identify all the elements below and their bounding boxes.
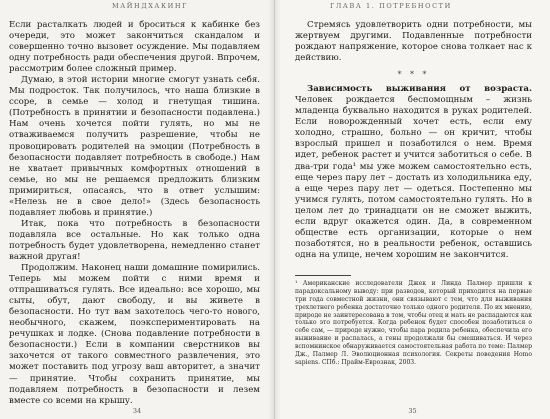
section-paragraph (295, 84, 532, 261)
page-number-right: 35 (408, 407, 417, 415)
gutter-shadow-left (268, 0, 274, 419)
footnote-rule (295, 275, 351, 276)
running-head-left: МАЙНДХАКИНГ (112, 2, 189, 10)
footnote-text: ¹ Американские исследователи Джек и Линда Палмер пришли к парадоксальному выводу: при разводов, который приходится на первые три года совместной жизни, они связывают с тем, что для выживания трехлетнего ребенка достаточно только одного родителя. По их мнению, природе не заинтересована в том, чтобы отец и мать не распадаются как только это потребуется. Когда ребенок будет способен позаботиться о себе сам, — природе нужно, чтобы пара родила ребенка, обеспечила его выживание и распалась, а гены продолжали бы смешиваться. И через вспомнинское обнаруживается самостоятельная работа по теме: Палмер Дж., Палмер Л. Эволюционная психология. Секреты поведения Homo sapiens. СПб.: Прайм-Еврознак, 2003. (295, 279, 532, 366)
footnote (295, 280, 532, 367)
section-text: Человек рождается беспомощным – жизнь младенца буквально находится в руках родителей. Если новорожденный хочет есть, если ему холодно, страшно, больно — он кричит, чтобы взрослый пришел и позаботился о нем. Время идет, ребенок растет и учится заботиться о себе. В два-три года¹ мы уже можем самостоятельно есть, еще через пару лет – достать из холодильника еду, а еще через пару лет — одеться. Постепенно мы учимся гулять, потом самостоятельно гулять. Но в целом лет до тринадцати он не сможет выжить, если вдруг окажется один. Да, в современном обществе есть организации, которые о нем позаботятся, но в реальности ребенок, оставшись одна на улице, нечем хорошим не закончится. (295, 95, 532, 260)
right-page (275, 0, 550, 419)
paragraph: Продолжим. Наконец наши домашние помирились. Теперь мы можем пойти с ними время и отпрашиваться гулять. Все идеально: все хорошо, мы сыты, обут, дают свободу, и вы живете в безопасности. Но тут вам захотелось чего-то нового, необычного, скажем, поэкспериментировать на речушках и лодке. (Снова подавление потребности в безопасности.) Если в компании сверстников вы захочется от такого совместного развлечения, это может поставить под угрозу ваш авторитет, а значит — принятие. Чтобы сохранить принятие, мы подавляем потребность в безопасности и лезем вместе со всеми на крышу. (9, 263, 260, 406)
running-head-right: ГЛАВА 1. ПОТРЕБНОСТИ (330, 2, 452, 10)
paragraph: Если расталкать людей и броситься к кабинке без очереди, это может закончиться скандалом и совершенно точно вызовет осуждение. Мы подавляем одну потребность ради обеспечения другой. Впрочем, рассмотрим более сложный пример. (9, 20, 260, 75)
paragraph: Думаю, в этой истории многие смогут узнать себя. Мы подросток. Так получилось, что наша близкие в ссоре, в семье — холод и гнетущая тишина. (Потребность в принятии и безопасности подавлена.) Нам очень хочется пойти гулять, но мы не отваживаемся получить разрешение, чтобы не провоцировать родителей на эмоции (Потребность в безопасности подавляет потребность в свободе.) Нам не хватает привычных комфортных отношений в семье, но мы не решаемся предложить близким примириться, опасаясь, что в ответ услышим: «Нелезь не в свое дело!» (Здесь безопасность подавляет любовь и принятие.) (9, 75, 260, 218)
left-page-body (9, 20, 260, 407)
gutter-shadow-right (275, 0, 281, 419)
section-heading: Зависимость выживания от возраста. (307, 84, 532, 95)
paragraph: Стремясь удовлетворить одни потребности, мы жертвуем другими. Подавленные потребности рождают напряжение, которое снова толкает нас к действию. (295, 20, 532, 64)
section-separator: * * * (397, 70, 430, 80)
page-number-left: 34 (132, 407, 142, 415)
paragraph: Итак, пока что потребность в безопасности подавляла все остальные. Но как только одна потребность будет удовлетворена, немедленно станет важной другая! (9, 218, 260, 262)
right-page-body (295, 20, 532, 261)
